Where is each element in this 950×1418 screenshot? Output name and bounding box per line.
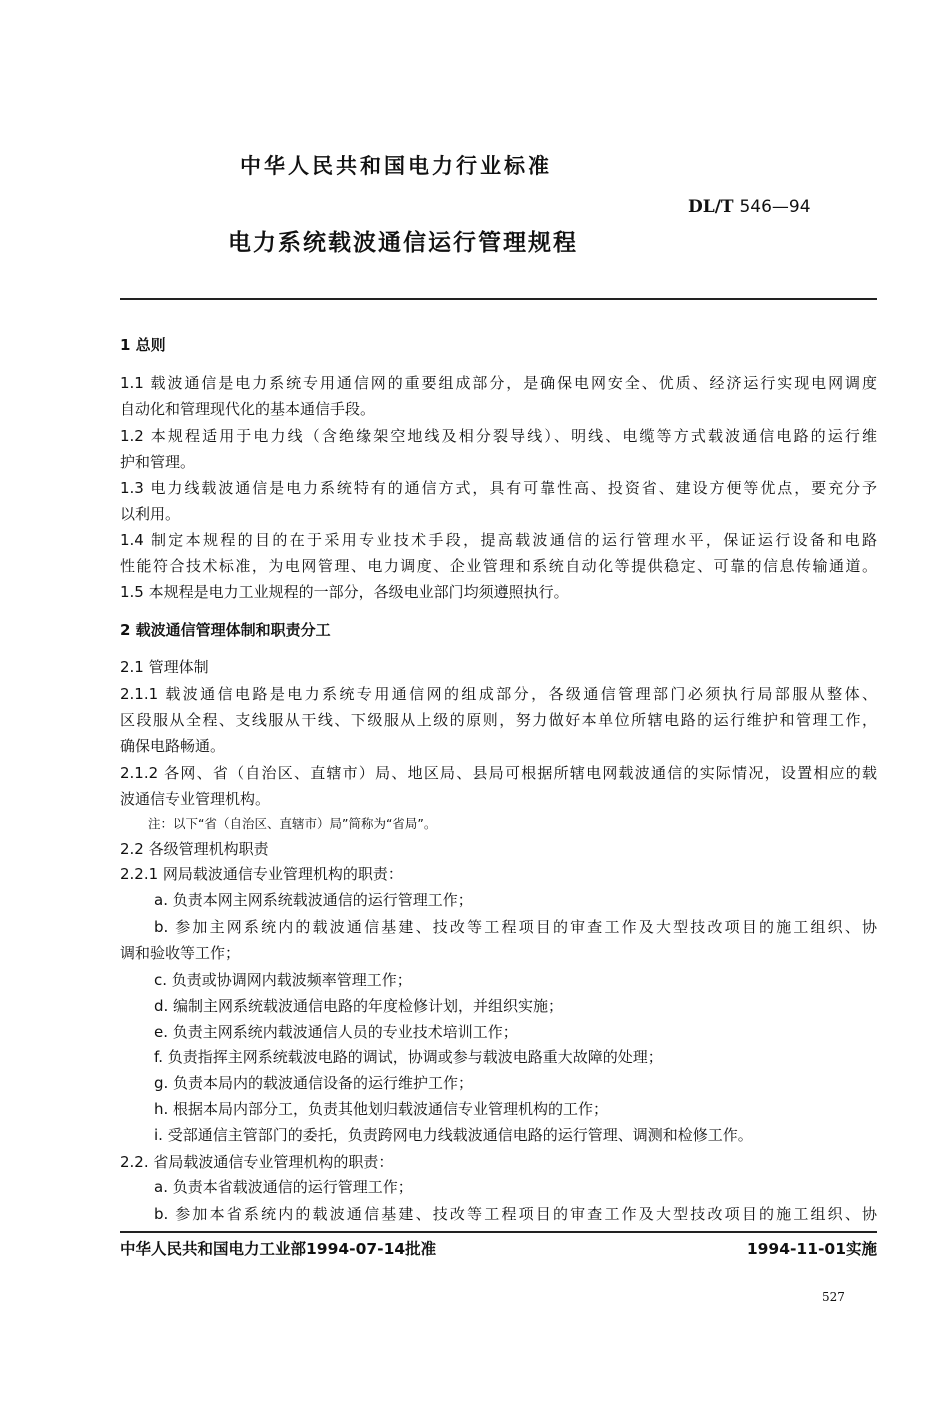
paragraph-line: 性能符合技术标准，为电网管理、电力调度、企业管理和系统自动化等提供稳定、可靠的信息传输通道。 — [120, 557, 877, 575]
approval-date: 中华人民共和国电力工业部1994-07-14批准 — [120, 1240, 437, 1258]
section-heading: 1 总则 — [120, 336, 166, 354]
list-item-continuation: 调和验收等工作； — [120, 944, 241, 962]
paragraph-line: 2.1.1 载波通信电路是电力系统专用通信网的组成部分，各级通信管理部门必须执行局部服从整体、 — [120, 685, 877, 703]
list-item: f. 负责指挥主网系统载波电路的调试，协调或参与载波电路重大故障的处理； — [154, 1048, 663, 1066]
list-item: g. 负责本局内的载波通信设备的运行维护工作； — [154, 1074, 474, 1092]
paragraph-line: 2.2. 省局载波通信专业管理机构的职责： — [120, 1153, 394, 1171]
paragraph-line: 确保电路畅通。 — [120, 737, 226, 755]
paragraph-line: 1.4 制定本规程的目的在于采用专业技术手段，提高载波通信的运行管理水平，保证运行设备和电路 — [120, 531, 877, 549]
list-item: i. 受部通信主管部门的委托，负责跨网电力线载波通信电路的运行管理、调测和检修工作。 — [154, 1126, 753, 1144]
subsection-heading: 2.2 各级管理机构职责 — [120, 840, 269, 858]
footer-divider — [120, 1231, 877, 1233]
paragraph-line: 以利用。 — [120, 505, 181, 523]
paragraph-line: 1.1 载波通信是电力系统专用通信网的重要组成部分，是确保电网安全、优质、经济运行实现电网调度 — [120, 374, 877, 392]
list-item: d. 编制主网系统载波通信电路的年度检修计划，并组织实施； — [154, 997, 564, 1015]
subsection-heading: 2.1 管理体制 — [120, 658, 209, 676]
paragraph-line: 波通信专业管理机构。 — [120, 790, 271, 808]
paragraph-line: 自动化和管理现代化的基本通信手段。 — [120, 400, 376, 418]
paragraph-line: 护和管理。 — [120, 453, 196, 471]
paragraph-line: 1.2 本规程适用于电力线（含绝缘架空地线及相分裂导线）、明线、电缆等方式载波通信电路的运行维 — [120, 427, 877, 445]
page-number: 527 — [822, 1290, 845, 1304]
list-item: b. 参加主网系统内的载波通信基建、技改等工程项目的审查工作及大型技改项目的施工组织、协 — [154, 918, 877, 936]
list-item: a. 负责本省载波通信的运行管理工作； — [154, 1178, 413, 1196]
standard-title: 中华人民共和国电力行业标准 — [240, 154, 552, 178]
note: 注：以下“省（自治区、直辖市）局”简称为“省局”。 — [148, 816, 437, 831]
list-item: b. 参加本省系统内的载波通信基建、技改等工程项目的审查工作及大型技改项目的施工组织、协 — [154, 1205, 877, 1223]
list-item: e. 负责主网系统内载波通信人员的专业技术培训工作； — [154, 1023, 518, 1041]
document-title: 电力系统载波通信运行管理规程 — [228, 230, 578, 256]
effective-date: 1994-11-01实施 — [746, 1240, 877, 1258]
list-item: h. 根据本局内部分工，负责其他划归载波通信专业管理机构的工作； — [154, 1100, 609, 1118]
list-item: c. 负责或协调网内载波频率管理工作； — [154, 971, 412, 989]
standard-code-number: 546—94 — [739, 197, 811, 217]
standard-code-prefix: DL/T — [688, 197, 734, 217]
section-heading: 2 载波通信管理体制和职责分工 — [120, 621, 331, 639]
document-body — [120, 0, 877, 1230]
paragraph-line: 2.1.2 各网、省（自治区、直辖市）局、地区局、县局可根据所辖电网载波通信的实际情况，设置相应的载 — [120, 764, 877, 782]
paragraph-line: 2.2.1 网局载波通信专业管理机构的职责： — [120, 865, 403, 883]
paragraph-line: 区段服从全程、支线服从干线、下级服从上级的原则，努力做好本单位所辖电路的运行维护和管理工作， — [120, 711, 877, 729]
paragraph-line: 1.5 本规程是电力工业规程的一部分，各级电业部门均须遵照执行。 — [120, 583, 569, 601]
paragraph-line: 1.3 电力线载波通信是电力系统特有的通信方式，具有可靠性高、投资省、建设方便等优点，要充分予 — [120, 479, 877, 497]
list-item: a. 负责本网主网系统载波通信的运行管理工作； — [154, 891, 473, 909]
